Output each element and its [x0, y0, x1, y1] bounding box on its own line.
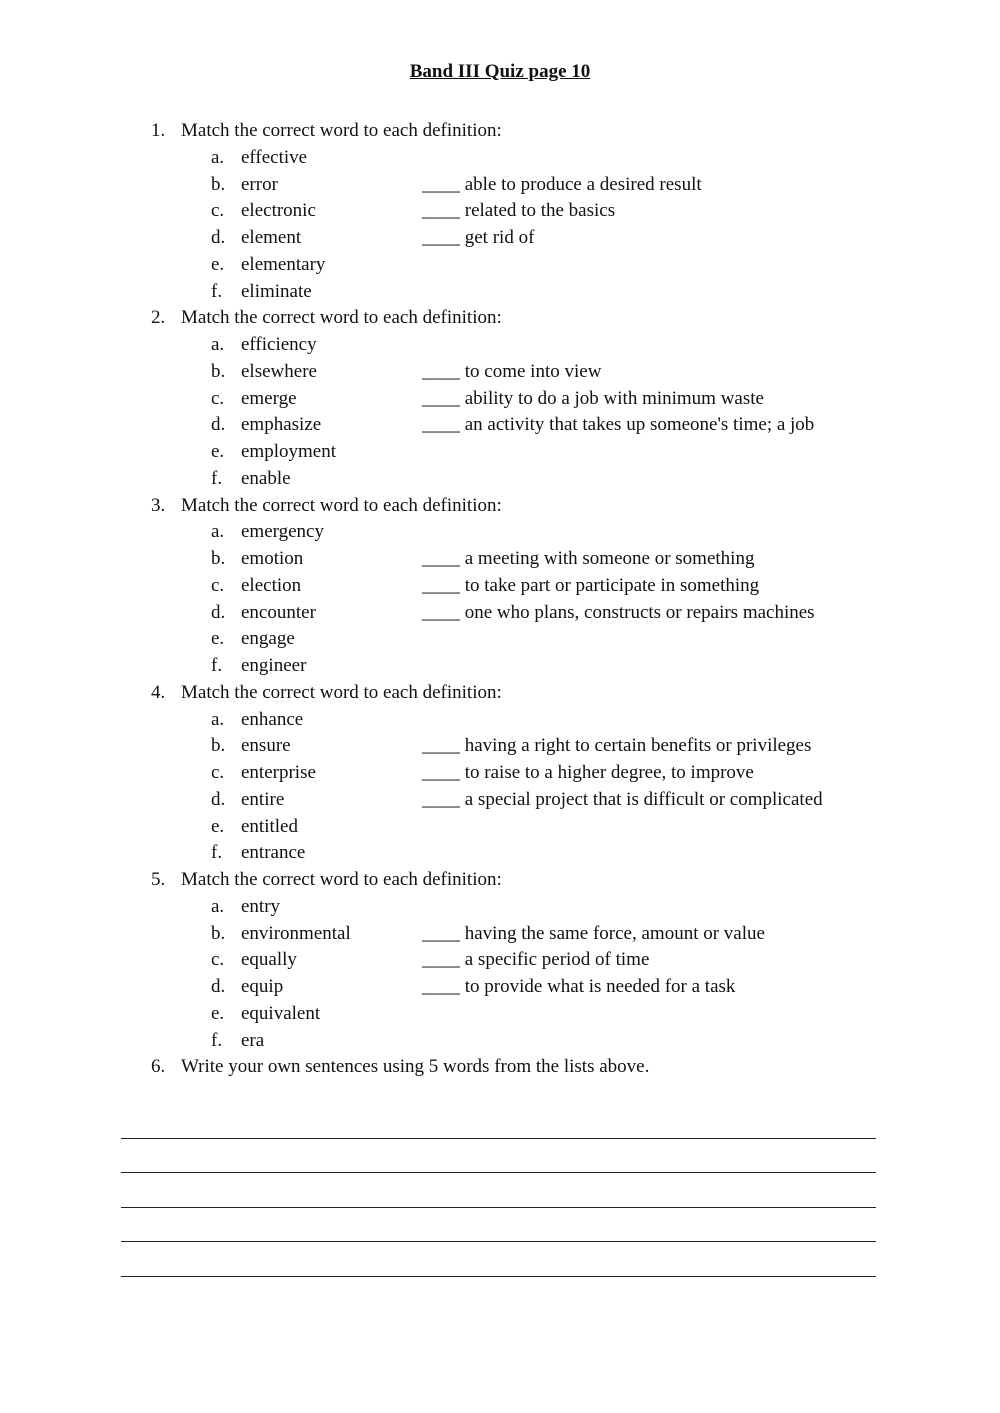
option-word: effective — [241, 146, 308, 168]
question-heading — [0, 680, 1000, 707]
option-word: eliminate — [241, 280, 312, 302]
question-heading — [0, 118, 1000, 145]
option-word: equivalent — [241, 1002, 321, 1024]
option-row — [0, 974, 1000, 1001]
definition-blank[interactable]: ____ to come into view — [422, 360, 602, 382]
question-heading — [0, 493, 1000, 520]
definition-blank[interactable]: ____ a special project that is difficult or complicated — [422, 788, 823, 810]
question-heading — [0, 867, 1000, 894]
option-word: engineer — [241, 655, 307, 676]
option-row — [0, 840, 1000, 867]
answer-line[interactable] — [121, 1242, 876, 1277]
option-row — [0, 359, 1000, 386]
option-letter: b. — [211, 735, 226, 757]
option-word: entire — [241, 788, 285, 810]
option-word: emergency — [241, 521, 324, 543]
option-letter: e. — [211, 1002, 225, 1024]
option-word: equip — [241, 976, 284, 997]
option-letter: a. — [211, 521, 225, 543]
option-letter: b. — [211, 922, 226, 944]
answer-line[interactable] — [121, 1104, 876, 1139]
option-row — [0, 439, 1000, 466]
definition-blank[interactable]: ____ to raise to a higher degree, to improve — [422, 762, 754, 783]
option-letter: c. — [211, 387, 225, 409]
option-letter: d. — [211, 976, 226, 997]
option-row — [0, 386, 1000, 413]
option-word: era — [241, 1029, 265, 1051]
option-word: error — [241, 173, 278, 195]
question-prompt: Write your own sentences using 5 words from the lists above. — [181, 1056, 650, 1078]
definition-blank[interactable]: ____ able to produce a desired result — [422, 173, 702, 195]
option-word: enable — [241, 467, 291, 489]
option-row — [0, 279, 1000, 306]
option-word: encounter — [241, 601, 316, 623]
option-letter: a. — [211, 334, 225, 355]
option-word: emphasize — [241, 414, 322, 436]
option-letter: f. — [211, 842, 223, 864]
option-letter: d. — [211, 414, 226, 436]
option-word: engage — [241, 628, 295, 650]
question-prompt: Match the correct word to each definition: — [181, 494, 502, 516]
option-letter: a. — [211, 895, 225, 917]
option-word: element — [241, 227, 302, 248]
question-number: 4. — [151, 681, 166, 703]
answer-line[interactable] — [121, 1173, 876, 1208]
option-word: election — [241, 574, 302, 596]
option-row — [0, 733, 1000, 760]
option-row — [0, 947, 1000, 974]
definition-blank[interactable]: ____ a specific period of time — [422, 949, 650, 971]
option-row — [0, 172, 1000, 199]
option-row — [0, 198, 1000, 225]
question-number: 3. — [151, 494, 166, 516]
option-row — [0, 626, 1000, 653]
option-row — [0, 225, 1000, 252]
option-row — [0, 921, 1000, 948]
option-row — [0, 1028, 1000, 1055]
option-letter: b. — [211, 173, 226, 195]
answer-line[interactable] — [121, 1139, 876, 1174]
question-number: 1. — [151, 120, 166, 141]
option-row — [0, 894, 1000, 921]
option-letter: b. — [211, 548, 226, 569]
option-letter: d. — [211, 788, 226, 810]
option-letter: e. — [211, 441, 225, 462]
option-row — [0, 466, 1000, 493]
option-row — [0, 707, 1000, 734]
option-word: elementary — [241, 253, 326, 275]
writing-lines — [121, 1110, 876, 1283]
option-row — [0, 252, 1000, 279]
option-letter: d. — [211, 601, 226, 623]
option-letter: c. — [211, 574, 225, 596]
option-letter: c. — [211, 200, 225, 222]
option-letter: c. — [211, 762, 225, 783]
definition-blank[interactable]: ____ to provide what is needed for a task — [422, 976, 736, 997]
option-row — [0, 145, 1000, 172]
option-word: enterprise — [241, 762, 316, 783]
option-word: electronic — [241, 200, 316, 222]
definition-blank[interactable]: ____ a meeting with someone or something — [422, 548, 755, 569]
option-letter: e. — [211, 253, 225, 275]
option-letter: e. — [211, 628, 225, 650]
option-row — [0, 332, 1000, 359]
option-row — [0, 760, 1000, 787]
option-word: entrance — [241, 842, 306, 864]
option-letter: b. — [211, 360, 226, 382]
option-row — [0, 546, 1000, 573]
option-word: enhance — [241, 708, 304, 730]
definition-blank[interactable]: ____ having the same force, amount or value — [422, 922, 765, 944]
option-letter: f. — [211, 280, 223, 302]
question-heading — [0, 305, 1000, 332]
question-number: 2. — [151, 307, 166, 329]
option-letter: e. — [211, 815, 225, 837]
definition-blank[interactable]: ____ get rid of — [422, 227, 535, 248]
question-prompt: Match the correct word to each definition: — [181, 120, 502, 141]
definition-blank[interactable]: ____ ability to do a job with minimum waste — [422, 387, 764, 409]
option-row — [0, 787, 1000, 814]
definition-blank[interactable]: ____ an activity that takes up someone's time; a job — [422, 414, 815, 436]
option-word: environmental — [241, 922, 351, 944]
option-word: emotion — [241, 548, 304, 569]
option-letter: a. — [211, 708, 225, 730]
option-letter: f. — [211, 1029, 223, 1051]
option-letter: a. — [211, 146, 225, 168]
definition-blank[interactable]: ____ related to the basics — [422, 200, 616, 222]
definition-blank[interactable]: ____ having a right to certain benefits or privileges — [422, 735, 812, 757]
quiz-body — [0, 118, 1000, 1081]
option-word: entry — [241, 895, 281, 917]
question-heading — [0, 1054, 1000, 1081]
answer-line[interactable] — [121, 1208, 876, 1243]
option-letter: f. — [211, 655, 223, 676]
option-row — [0, 573, 1000, 600]
option-row — [0, 814, 1000, 841]
option-row — [0, 519, 1000, 546]
option-letter: f. — [211, 467, 223, 489]
page-title: Band III Quiz page 10 — [409, 61, 591, 82]
question-prompt: Match the correct word to each definition: — [181, 869, 502, 890]
definition-blank[interactable]: ____ to take part or participate in something — [422, 574, 760, 596]
option-letter: d. — [211, 227, 226, 248]
option-word: entitled — [241, 815, 298, 837]
question-prompt: Match the correct word to each definition: — [181, 681, 502, 703]
option-row — [0, 653, 1000, 680]
option-word: equally — [241, 949, 297, 971]
option-word: ensure — [241, 735, 291, 757]
definition-blank[interactable]: ____ one who plans, constructs or repairs machines — [422, 601, 815, 623]
question-number: 6. — [151, 1056, 166, 1078]
option-row — [0, 600, 1000, 627]
option-row — [0, 1001, 1000, 1028]
question-number: 5. — [151, 869, 166, 890]
option-word: emerge — [241, 387, 297, 409]
option-word: employment — [241, 441, 336, 462]
option-word: efficiency — [241, 334, 317, 355]
option-word: elsewhere — [241, 360, 317, 382]
option-row — [0, 412, 1000, 439]
question-prompt: Match the correct word to each definition: — [181, 307, 502, 329]
option-letter: c. — [211, 949, 225, 971]
